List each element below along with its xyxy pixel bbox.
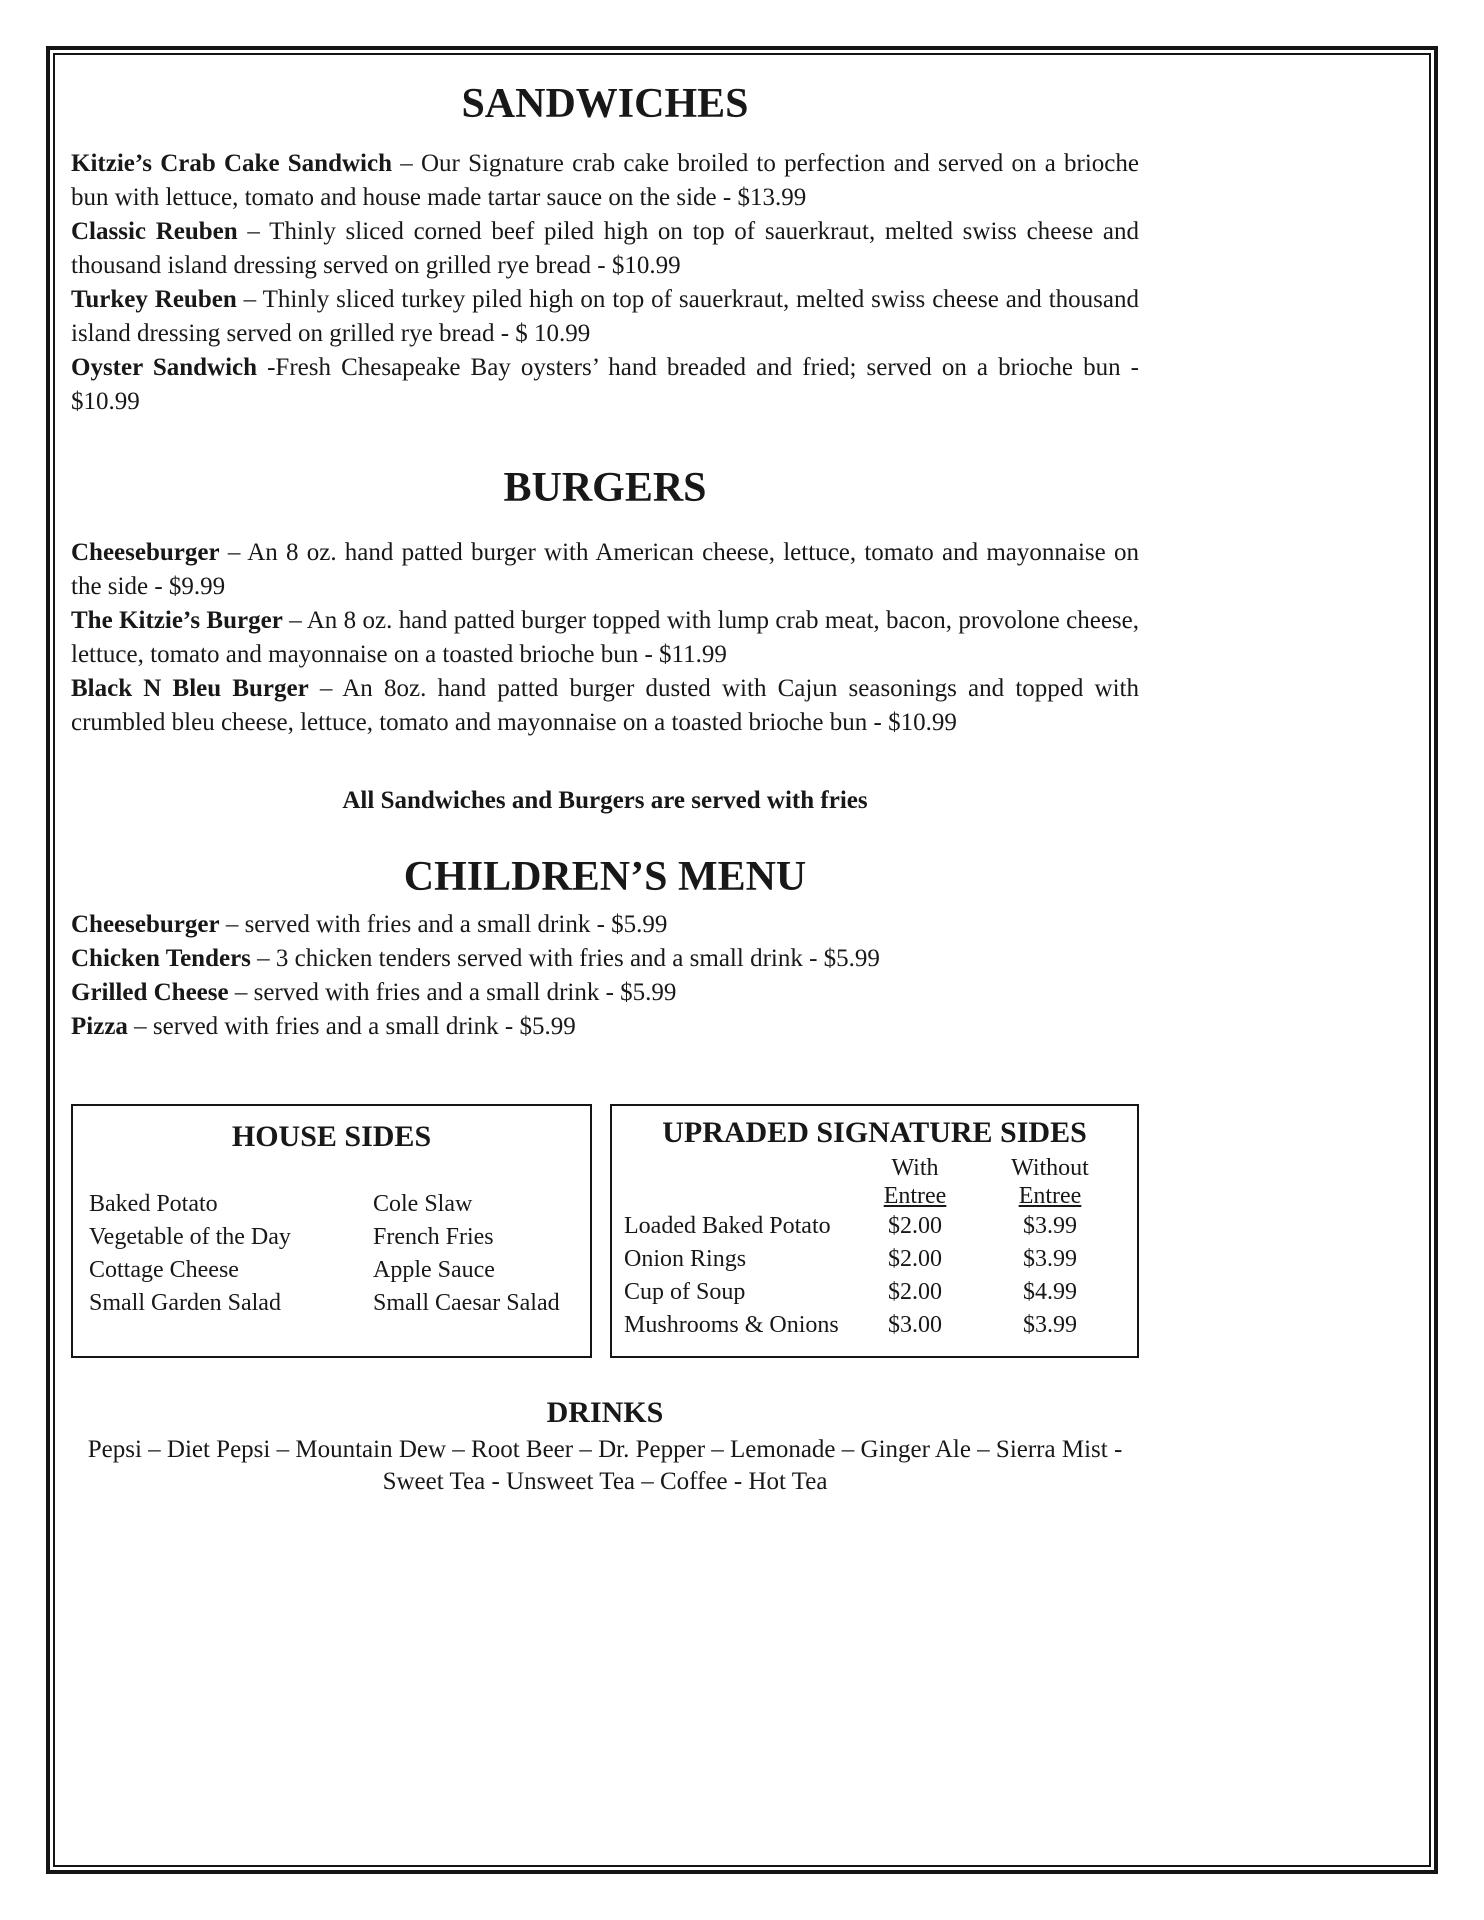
- house-sides-box: [71, 1104, 592, 1358]
- menu-item: [71, 147, 1139, 215]
- menu-item: [71, 908, 1139, 942]
- table-row-price-without: $4.99: [1023, 1279, 1077, 1306]
- table-row-name: Mushrooms & Onions: [624, 1312, 839, 1339]
- serving-note: All Sandwiches and Burgers are served with fries: [342, 786, 868, 814]
- item-description: – An 8oz. hand patted burger dusted with Cajun seasonings and topped with crumbled bleu cheese, lettuce, tomato and mayonnaise on a toasted brioche bun - $10.99: [71, 674, 1139, 736]
- item-name: Oyster Sandwich: [71, 354, 258, 382]
- item-description: – Thinly sliced corned beef piled high on top of sauerkraut, melted swiss cheese and thousand island dressing served on grilled rye bread - $10.99: [71, 218, 1139, 280]
- section-title-sandwiches: SANDWICHES: [461, 81, 749, 127]
- menu-item: [71, 942, 1139, 976]
- menu-item: [71, 536, 1139, 604]
- side-item: Small Garden Salad: [89, 1290, 281, 1317]
- side-item: Apple Sauce: [373, 1257, 495, 1284]
- item-name: Pizza: [71, 1013, 128, 1041]
- item-description: – An 8 oz. hand patted burger topped with lump crab meat, bacon, provolone cheese, lettuce, tomato and mayonnaise on a toasted brioche bun - $11.99: [71, 606, 1139, 668]
- section-title-drinks: DRINKS: [546, 1396, 664, 1430]
- item-description: -Fresh Chesapeake Bay oysters’ hand breaded and fried; served on a brioche bun - $10.99: [71, 354, 1140, 416]
- item-description: – Our Signature crab cake broiled to perfection and served on a brioche bun with lettuce, tomato and house made tartar sauce on the side - $13.99: [71, 150, 1139, 212]
- house-sides-columns: [89, 1188, 574, 1320]
- table-row-price-with: $2.00: [888, 1279, 942, 1306]
- burgers-items: [71, 536, 1139, 740]
- side-item: Small Caesar Salad: [373, 1290, 560, 1317]
- table-header-spacer: [624, 1154, 855, 1182]
- column-header-without: Without: [1011, 1155, 1089, 1182]
- item-description: – An 8 oz. hand patted burger with American cheese, lettuce, tomato and mayonnaise on the side - $9.99: [71, 538, 1139, 600]
- item-name: Turkey Reuben: [71, 286, 237, 314]
- menu-item: [71, 604, 1139, 672]
- house-sides-column-right: [373, 1188, 574, 1320]
- item-name: The Kitzie’s Burger: [71, 606, 283, 634]
- item-description: – 3 chicken tenders served with fries and a small drink - $5.99: [257, 945, 880, 973]
- item-name: Kitzie’s Crab Cake Sandwich: [71, 150, 392, 178]
- item-name: Cheeseburger: [71, 911, 220, 939]
- sides-boxes-row: [71, 1104, 1139, 1358]
- signature-sides-box: [610, 1104, 1139, 1358]
- menu-item: [71, 351, 1139, 419]
- page-border-frame: [46, 46, 1438, 1874]
- item-name: Chicken Tenders: [71, 945, 251, 973]
- item-name: Grilled Cheese: [71, 979, 229, 1007]
- item-description: – Thinly sliced turkey piled high on top of sauerkraut, melted swiss cheese and thousand island dressing served on grilled rye bread - $ 10.99: [71, 286, 1139, 348]
- table-row-price-without: $3.99: [1023, 1312, 1077, 1339]
- menu-item: [71, 283, 1139, 351]
- childrens-items: [71, 908, 1139, 1044]
- side-item: Baked Potato: [89, 1191, 218, 1218]
- house-sides-title: HOUSE SIDES: [231, 1120, 432, 1154]
- house-sides-column-left: [89, 1188, 373, 1320]
- item-name: Black N Bleu Burger: [71, 674, 309, 702]
- item-description: – served with fries and a small drink - $5.99: [234, 979, 677, 1007]
- menu-content: [71, 79, 1139, 1498]
- column-header-without-entree: Entree: [1018, 1183, 1082, 1210]
- table-row-price-with: $2.00: [888, 1213, 942, 1240]
- table-row-name: Loaded Baked Potato: [624, 1213, 831, 1240]
- side-item: Vegetable of the Day: [89, 1224, 291, 1251]
- side-item: French Fries: [373, 1224, 494, 1251]
- table-row-name: Onion Rings: [624, 1246, 747, 1273]
- column-header-with-entree: Entree: [883, 1183, 947, 1210]
- column-header-with: With: [891, 1155, 939, 1182]
- item-description: – served with fries and a small drink - $5.99: [225, 911, 668, 939]
- signature-sides-title: UPRADED SIGNATURE SIDES: [662, 1116, 1087, 1150]
- table-row-name: Cup of Soup: [624, 1279, 746, 1306]
- menu-item: [71, 672, 1139, 740]
- table-row-price-with: $2.00: [888, 1246, 942, 1273]
- item-name: Cheeseburger: [71, 538, 220, 566]
- item-description: – served with fries and a small drink - $5.99: [134, 1013, 576, 1041]
- menu-item: [71, 1010, 1139, 1044]
- drinks-list-line-2: Sweet Tea - Unsweet Tea – Coffee - Hot Tea: [382, 1468, 828, 1496]
- signature-sides-table: [624, 1154, 1125, 1342]
- sandwiches-items: [71, 147, 1139, 419]
- drinks-list-line-1: Pepsi – Diet Pepsi – Mountain Dew – Root Beer – Dr. Pepper – Lemonade – Ginger Ale – Sierra Mist -: [87, 1436, 1123, 1464]
- section-title-childrens-menu: CHILDREN’S MENU: [403, 853, 807, 900]
- table-row-price-without: $3.99: [1023, 1246, 1077, 1273]
- item-name: Classic Reuben: [71, 218, 238, 246]
- menu-item: [71, 215, 1139, 283]
- table-row-price-with: $3.00: [888, 1312, 942, 1339]
- section-title-burgers: BURGERS: [503, 465, 707, 512]
- side-item: Cole Slaw: [373, 1191, 473, 1218]
- table-row-price-without: $3.99: [1023, 1213, 1077, 1240]
- side-item: Cottage Cheese: [89, 1257, 239, 1284]
- menu-item: [71, 976, 1139, 1010]
- table-header-spacer: [624, 1182, 855, 1210]
- page-border-inner: [53, 53, 1431, 1867]
